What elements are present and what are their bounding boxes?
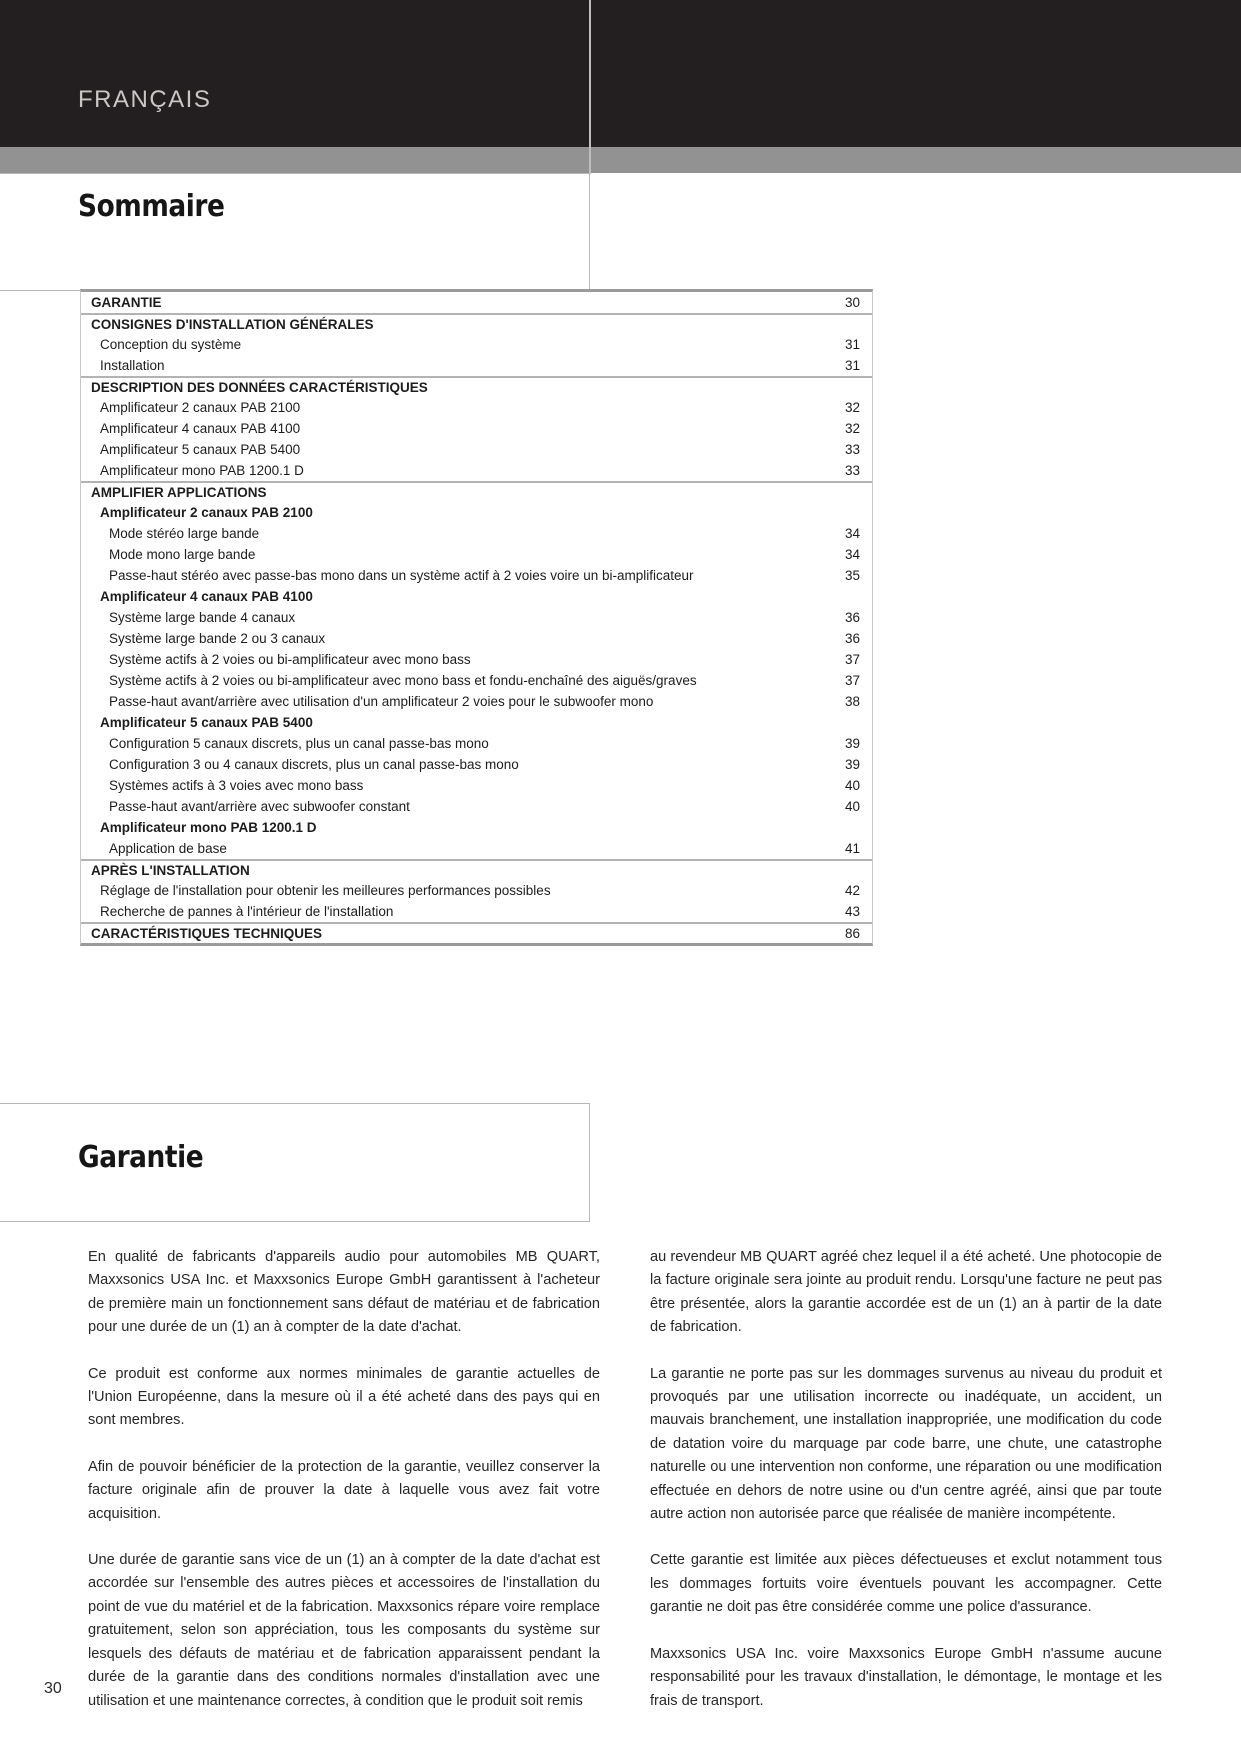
- toc-row: [81, 439, 872, 460]
- header-band: [0, 0, 1241, 147]
- toc-entry-page: 33: [844, 442, 860, 457]
- toc-entry-label: Amplificateur 5 canaux PAB 5400: [100, 442, 301, 457]
- toc-entry-page: 36: [844, 610, 860, 625]
- page-number: 30: [44, 1680, 62, 1697]
- toc-row: [81, 817, 872, 838]
- toc-entry-page: 36: [844, 631, 860, 646]
- toc-entry-label: Systèmes actifs à 3 voies avec mono bass: [109, 778, 364, 793]
- toc-entry-label: Configuration 3 ou 4 canaux discrets, plus un canal passe-bas mono: [109, 757, 519, 772]
- toc-entry-label: Installation: [100, 358, 165, 373]
- toc-row: [81, 334, 872, 355]
- toc-row: [81, 838, 872, 859]
- toc-row: [81, 544, 872, 565]
- toc-row: [81, 859, 872, 880]
- toc-entry-label: Système actifs à 2 voies ou bi-amplificateur avec mono bass et fondu-enchaîné des aiguës/graves: [109, 673, 697, 688]
- toc-entry-label: Configuration 5 canaux discrets, plus un canal passe-bas mono: [109, 736, 489, 751]
- toc-entry-label: Passe-haut avant/arrière avec subwoofer constant: [109, 799, 410, 814]
- body-paragraph: Cette garantie est limitée aux pièces défectueuses et exclut notamment tous les dommages fortuits voire éventuels pouvant les accompagner. Cette garantie ne doit pas être considérée comme une police d'assurance.: [650, 1552, 1162, 1616]
- toc-entry-page: 31: [844, 358, 860, 373]
- toc-entry-page: 31: [844, 337, 860, 352]
- toc-row: [81, 586, 872, 607]
- toc-row: [81, 628, 872, 649]
- toc-entry-page: 33: [844, 463, 860, 478]
- toc-entry-label: Application de base: [109, 841, 227, 856]
- toc-entry-page: 39: [844, 757, 860, 772]
- toc-entry-label: CARACTÉRISTIQUES TECHNIQUES: [91, 926, 323, 941]
- toc-entry-page: 38: [844, 694, 860, 709]
- toc-entry-page: 41: [844, 841, 860, 856]
- body-paragraph: Une durée de garantie sans vice de un (1) an à compter de la date d'achat est accordée sur l'ensemble des autres pièces et accessoires de l'installation du point de vue du matériel et de la fabrication. Maxxsonics répare voire remplace gratuitement, selon son appréciation, tous les composants du système sur lesquels des défauts de matériau et de fabrication apparaissent pendant la durée de la garantie dans des conditions normales d'installation avec une utilisation et une maintenance correctes, à condition que le produit soit remis: [88, 1552, 600, 1709]
- toc-row: [81, 670, 872, 691]
- toc-row: [81, 376, 872, 397]
- toc-entry-label: Amplificateur 5 canaux PAB 5400: [100, 715, 313, 730]
- toc-entry-label: Système actifs à 2 voies ou bi-amplificateur avec mono bass: [109, 652, 471, 667]
- toc-entry-label: Amplificateur 2 canaux PAB 2100: [100, 505, 313, 520]
- toc-row: [81, 481, 872, 502]
- toc-entry-page: 42: [844, 883, 860, 898]
- toc-row: [81, 712, 872, 733]
- body-paragraph: La garantie ne porte pas sur les dommages survenus au niveau du produit et provoqués par une utilisation incorrecte ou inadéquate, un accident, un mauvais branchement, une installation inappropriée, une modification du code de datation voire du marquage par code barre, une chute, une catastrophe naturelle ou une intervention non conforme, une réparation ou une modification effectuée en dehors de notre usine ou d'un centre agréé, ainsi que par toute autre action non autorisée parce que réalisée de manière incompétente.: [650, 1365, 1162, 1523]
- toc-entry-page: 37: [844, 673, 860, 688]
- toc-row: [81, 292, 872, 313]
- toc-entry-label: Système large bande 2 ou 3 canaux: [109, 631, 326, 646]
- toc-entry-page: 32: [844, 400, 860, 415]
- toc-entry-label: Système large bande 4 canaux: [109, 610, 296, 625]
- toc-row: [81, 418, 872, 439]
- toc-entry-label: Amplificateur mono PAB 1200.1 D: [100, 463, 304, 478]
- toc-entry-page: 86: [844, 926, 860, 941]
- toc-row: [81, 691, 872, 712]
- body-paragraph: Maxxsonics USA Inc. voire Maxxsonics Europe GmbH n'assume aucune responsabilité pour les travaux d'installation, le démontage, le montage et les frais de transport.: [650, 1645, 1162, 1709]
- toc-entry-label: GARANTIE: [91, 295, 162, 310]
- toc-row: [81, 901, 872, 922]
- toc-entry-label: AMPLIFIER APPLICATIONS: [91, 485, 267, 500]
- toc-row: [81, 754, 872, 775]
- body-paragraph: En qualité de fabricants d'appareils audio pour automobiles MB QUART, Maxxsonics USA Inc. et Maxxsonics Europe GmbH garantissent à l'acheteur de première main un fonctionnement sans défaut de matériau et de fabrication pour une durée de un (1) an à compter de la date d'achat.: [88, 1249, 600, 1336]
- toc-row: [81, 775, 872, 796]
- toc-entry-label: DESCRIPTION DES DONNÉES CARACTÉRISTIQUES: [91, 380, 428, 395]
- warranty-left-column: [88, 1246, 600, 1713]
- toc-entry-label: Amplificateur 4 canaux PAB 4100: [100, 589, 313, 604]
- toc-row: [81, 355, 872, 376]
- toc-entry-page: 30: [844, 295, 860, 310]
- toc-entry-page: 34: [844, 526, 860, 541]
- garantie-title: Garantie: [78, 1140, 204, 1175]
- toc-row: [81, 460, 872, 481]
- toc-entry-label: Passe-haut avant/arrière avec utilisation d'un amplificateur 2 voies pour le subwoofer mono: [109, 694, 654, 709]
- toc-entry-page: 40: [844, 799, 860, 814]
- toc-row: [81, 796, 872, 817]
- toc-entry-page: 43: [844, 904, 860, 919]
- vertical-divider: [589, 0, 591, 174]
- toc-entry-label: Amplificateur mono PAB 1200.1 D: [100, 820, 317, 835]
- toc-entry-label: Mode mono large bande: [109, 547, 256, 562]
- language-label: FRANÇAIS: [78, 86, 212, 113]
- toc-row: [81, 523, 872, 544]
- toc-entry-page: 32: [844, 421, 860, 436]
- body-paragraph: au revendeur MB QUART agréé chez lequel il a été acheté. Une photocopie de la facture originale sera jointe au produit rendu. Lorsqu'une facture ne peut pas être présentée, alors la garantie accordée est de un (1) an à partir de la date de fabrication.: [650, 1249, 1162, 1336]
- toc-row: [81, 397, 872, 418]
- toc-entry-label: Passe-haut stéréo avec passe-bas mono dans un système actif à 2 voies voire un bi-amplificateur: [109, 568, 694, 583]
- toc-entry-label: Recherche de pannes à l'intérieur de l'installation: [100, 904, 394, 919]
- toc-entry-label: CONSIGNES D'INSTALLATION GÉNÉRALES: [91, 317, 374, 332]
- toc-row: [81, 313, 872, 334]
- header-gray-bar: [0, 147, 1241, 173]
- toc-entry-label: Amplificateur 4 canaux PAB 4100: [100, 421, 301, 436]
- toc-entry-page: 39: [844, 736, 860, 751]
- warranty-right-column: [650, 1246, 1162, 1713]
- toc-row: [81, 880, 872, 901]
- toc-entry-label: Mode stéréo large bande: [109, 526, 260, 541]
- toc-entry-label: APRÈS L'INSTALLATION: [91, 863, 250, 878]
- body-paragraph: Afin de pouvoir bénéficier de la protection de la garantie, veuillez conserver la facture originale afin de prouver la date à laquelle vous avez fait votre acquisition.: [88, 1458, 600, 1522]
- toc-entry-page: 34: [844, 547, 860, 562]
- toc-row: [81, 733, 872, 754]
- toc-row: [81, 607, 872, 628]
- toc-entry-label: Amplificateur 2 canaux PAB 2100: [100, 400, 301, 415]
- toc-row: [81, 565, 872, 586]
- toc-row: [81, 922, 872, 943]
- toc-row: [81, 649, 872, 670]
- body-paragraph: Ce produit est conforme aux normes minimales de garantie actuelles de l'Union Européenne, dans la mesure où il a été acheté dans des pays qui en sont membres.: [88, 1365, 600, 1429]
- toc-row: [81, 502, 872, 523]
- sommaire-title: Sommaire: [78, 189, 225, 224]
- toc-table: [80, 289, 873, 946]
- toc-entry-page: 37: [844, 652, 860, 667]
- toc-entry-page: 40: [844, 778, 860, 793]
- toc-entry-label: Conception du système: [100, 337, 242, 352]
- toc-entry-page: 35: [844, 568, 860, 583]
- toc-entry-label: Réglage de l'installation pour obtenir les meilleures performances possibles: [100, 883, 551, 898]
